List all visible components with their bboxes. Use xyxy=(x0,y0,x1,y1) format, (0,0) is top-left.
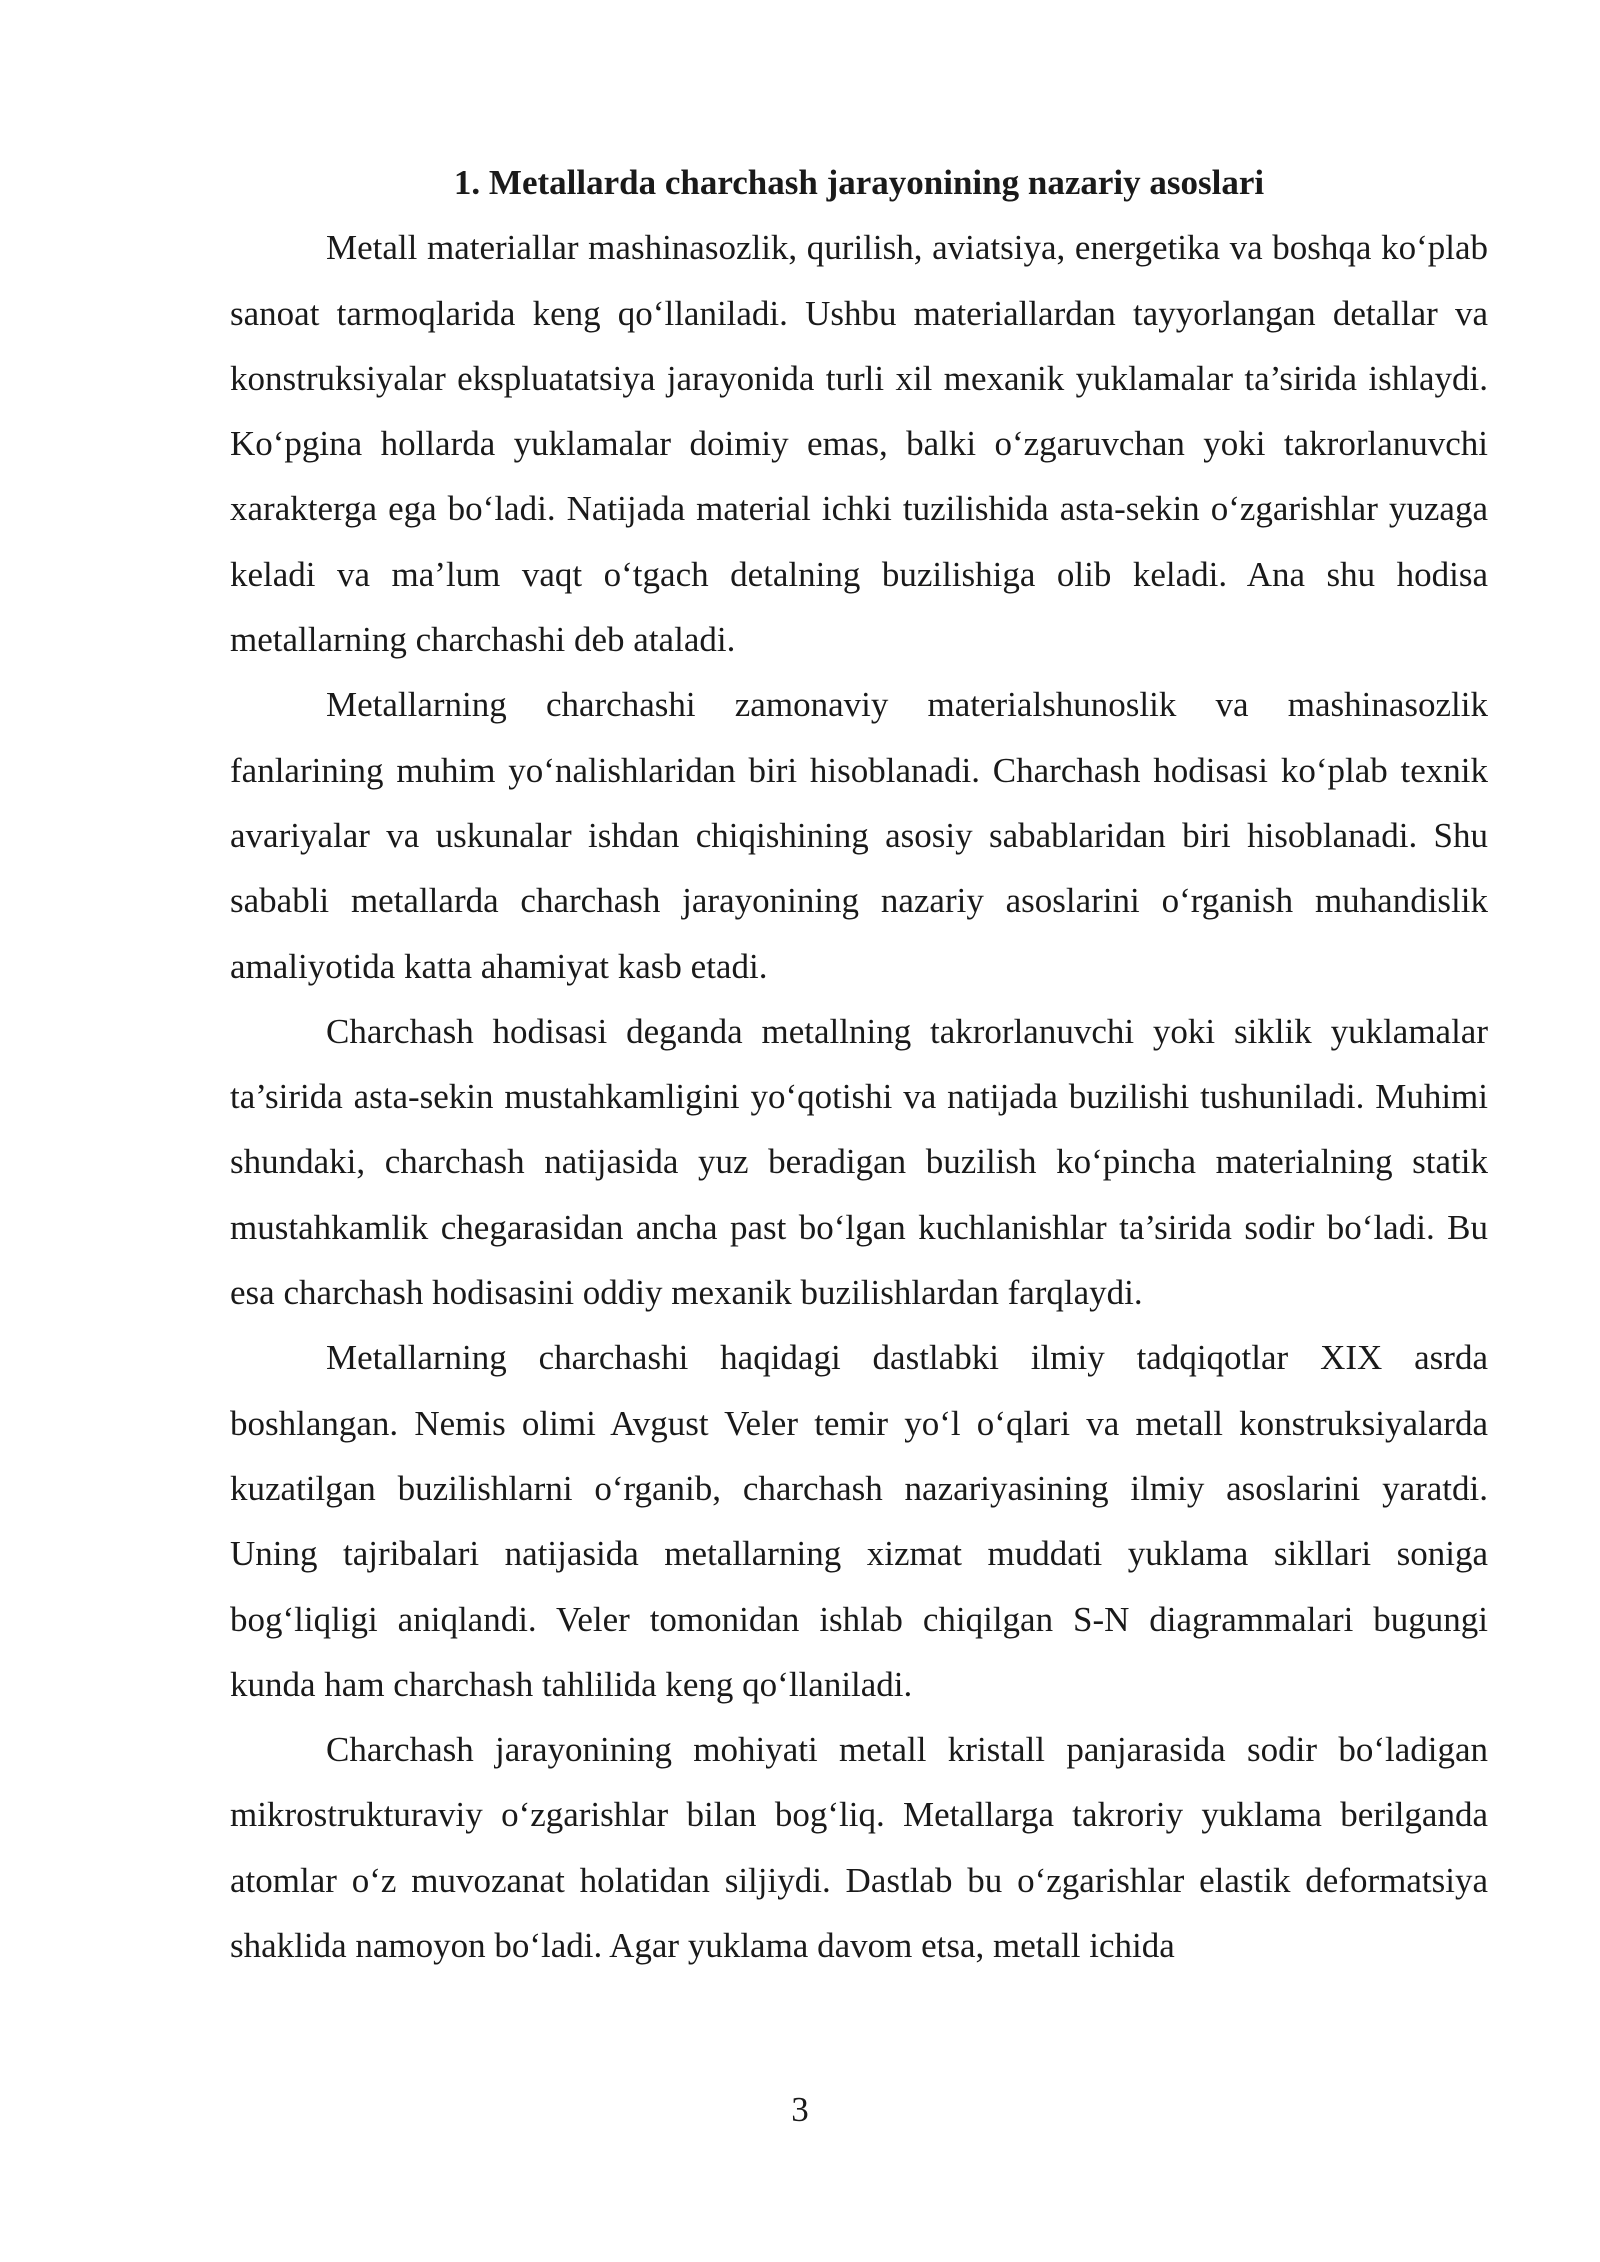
paragraph-definition: Charchash hodisasi deganda metallning takrorlanuvchi yoki siklik yuklamalar ta’sirida asta-sekin mustahkamligini yo‘qotishi va natijada buzilishi tushuniladi. Muhimi shundaki, charchash natijasida yuz beradigan buzilish ko‘pincha materialning statik mustahkamlik chegarasidan ancha past bo‘lgan kuchlanishlar ta’sirida sodir bo‘ladi. Bu esa charchash hodisasini oddiy mexanik buzilishlardan farqlaydi. xyxy=(230,1011,1488,1313)
section-heading: 1. Metallarda charchash jarayonining nazariy asoslari xyxy=(453,163,1265,202)
paragraph-importance: Metallarning charchashi zamonaviy materialshunoslik va mashinasozlik fanlarining muhim yo‘nalishlaridan biri hisoblanadi. Charchash hodisasi ko‘plab texnik avariyalar va uskunalar ishdan chiqishining asosiy sabablaridan biri hisoblanadi. Shu sababli metallarda charchash jarayonining nazariy asoslarini o‘rganish muhandislik amaliyotida katta ahamiyat kasb etadi. xyxy=(230,685,1488,986)
paragraph-mechanism: Charchash jarayonining mohiyati metall kristall panjarasida sodir bo‘ladigan mikrostrukturaviy o‘zgarishlar bilan bog‘liq. Metallarga takroriy yuklama berilganda atomlar o‘z muvozanat holatidan siljiydi. Dastlab bu o‘zgarishlar elastik deformatsiya shaklida namoyon bo‘ladi. Agar yuklama davom etsa, metall ichida xyxy=(230,1730,1488,1966)
page-body xyxy=(230,150,1488,1978)
paragraph-history: Metallarning charchashi haqidagi dastlabki ilmiy tadqiqotlar XIX asrda boshlangan. Nemis olimi Avgust Veler temir yo‘l o‘qlari va metall konstruksiyalarda kuzatilgan buzilishlarni o‘rganib, charchash nazariyasining ilmiy asoslarini yaratdi. Uning tajribalari natijasida metallarning xizmat muddati yuklama sikllari soniga bog‘liqligi aniqlandi. Veler tomonidan ishlab chiqilgan S-N diagrammalari bugungi kunda ham charchash tahlilida keng qo‘llaniladi. xyxy=(230,1338,1488,1704)
page-number: 3 xyxy=(791,2090,809,2129)
paragraph-intro: Metall materiallar mashinasozlik, qurilish, aviatsiya, energetika va boshqa ko‘plab sanoat tarmoqlarida keng qo‘llaniladi. Ushbu materiallardan tayyorlangan detallar va konstruksiyalar ekspluatatsiya jarayonida turli xil mexanik yuklamalar ta’sirida ishlaydi. Ko‘pgina hollarda yuklamalar doimiy emas, balki o‘zgaruvchan yoki takrorlanuvchi xarakterga ega bo‘ladi. Natijada material ichki tuzilishida asta-sekin o‘zgarishlar yuzaga keladi va ma’lum vaqt o‘tgach detalning buzilishiga olib keladi. Ana shu hodisa metallarning charchashi deb ataladi. xyxy=(230,228,1488,660)
